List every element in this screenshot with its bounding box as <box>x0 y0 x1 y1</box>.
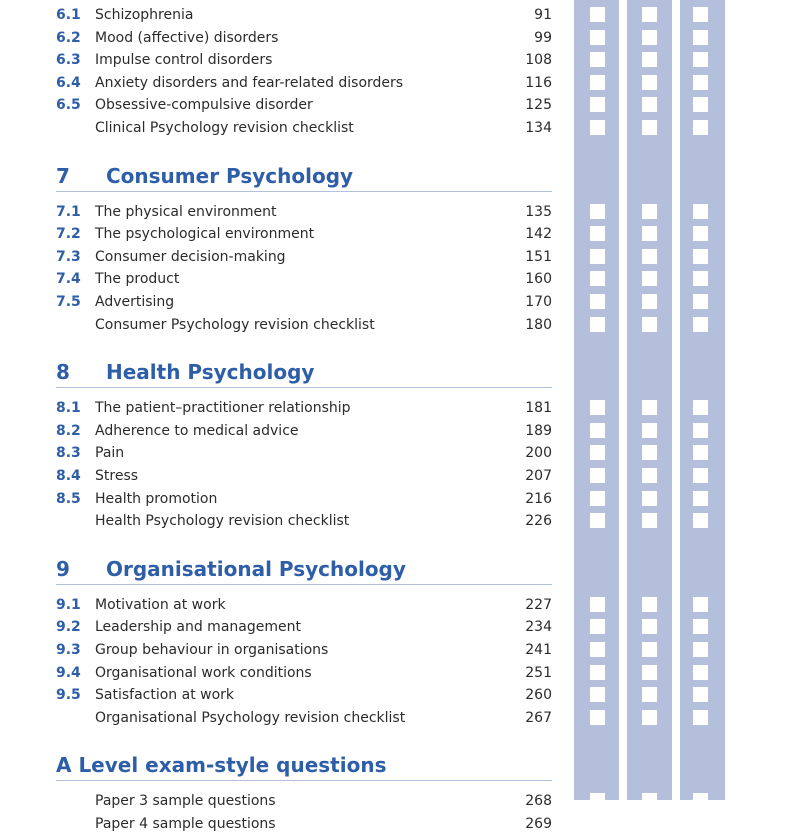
toc-row <box>0 292 800 312</box>
toc-row <box>0 814 800 834</box>
checklist-checkbox[interactable] <box>590 75 605 90</box>
topic-title: Consumer decision-making <box>95 249 286 265</box>
topic-title: Organisational work conditions <box>95 665 312 681</box>
toc-row <box>0 398 800 418</box>
topic-title: Leadership and management <box>95 619 301 635</box>
checklist-checkbox[interactable] <box>642 30 657 45</box>
checklist-checkbox[interactable] <box>590 249 605 264</box>
topic-title: Motivation at work <box>95 597 226 613</box>
checklist-checkbox[interactable] <box>590 793 605 808</box>
page-number: 241 <box>525 642 552 658</box>
section-rule <box>56 387 552 388</box>
topic-title: Adherence to medical advice <box>95 423 299 439</box>
toc-row <box>0 95 800 115</box>
checklist-checkbox[interactable] <box>642 710 657 725</box>
toc-row <box>0 489 800 509</box>
checklist-checkbox[interactable] <box>642 687 657 702</box>
checklist-checkbox[interactable] <box>693 226 708 241</box>
section-number: 8 <box>56 360 70 385</box>
checklist-checkbox[interactable] <box>693 513 708 528</box>
checklist-checkbox[interactable] <box>642 619 657 634</box>
checklist-checkbox[interactable] <box>693 249 708 264</box>
section-rule <box>56 584 552 585</box>
checklist-checkbox[interactable] <box>590 619 605 634</box>
page-number: 180 <box>525 317 552 333</box>
page-number: 251 <box>525 665 552 681</box>
topic-title: Schizophrenia <box>95 7 194 23</box>
toc-row <box>0 315 800 335</box>
topic-title: Paper 3 sample questions <box>95 793 276 809</box>
toc-row <box>0 118 800 138</box>
checklist-checkbox[interactable] <box>693 423 708 438</box>
topic-title: The patient–practitioner relationship <box>95 400 351 416</box>
topic-title: Obsessive-compulsive disorder <box>95 97 313 113</box>
checklist-checkbox[interactable] <box>693 445 708 460</box>
topic-title: Mood (affective) disorders <box>95 30 279 46</box>
topic-number: 7.2 <box>56 226 81 242</box>
topic-title: Health promotion <box>95 491 218 507</box>
checklist-checkbox[interactable] <box>693 400 708 415</box>
page-number: 227 <box>525 597 552 613</box>
checklist-checkbox[interactable] <box>642 204 657 219</box>
toc-row <box>0 269 800 289</box>
section-number: 9 <box>56 556 70 581</box>
checklist-checkbox[interactable] <box>642 7 657 22</box>
topic-number: 8.4 <box>56 468 81 484</box>
toc-row <box>0 50 800 70</box>
checklist-checkbox[interactable] <box>590 513 605 528</box>
toc-row <box>0 617 800 637</box>
topic-title: Stress <box>95 468 139 484</box>
checklist-checkbox[interactable] <box>590 120 605 135</box>
checklist-checkbox[interactable] <box>693 491 708 506</box>
checklist-checkbox[interactable] <box>642 642 657 657</box>
checklist-checkbox[interactable] <box>642 120 657 135</box>
checklist-checkbox[interactable] <box>642 52 657 67</box>
checklist-checkbox[interactable] <box>693 468 708 483</box>
topic-number: 7.5 <box>56 294 81 310</box>
checklist-checkbox[interactable] <box>590 710 605 725</box>
toc-row <box>0 5 800 25</box>
topic-number: 9.4 <box>56 665 81 681</box>
checklist-checkbox[interactable] <box>642 597 657 612</box>
toc-row <box>0 443 800 463</box>
checklist-checkbox[interactable] <box>642 423 657 438</box>
topic-title: Group behaviour in organisations <box>95 642 329 658</box>
page-number: 200 <box>525 445 552 461</box>
section-title: A Level exam-style questions <box>56 753 387 778</box>
checklist-checkbox[interactable] <box>693 642 708 657</box>
topic-number: 8.3 <box>56 445 81 461</box>
checklist-checkbox[interactable] <box>590 204 605 219</box>
toc-row <box>0 421 800 441</box>
checklist-checkbox[interactable] <box>693 294 708 309</box>
checklist-checkbox[interactable] <box>693 271 708 286</box>
checklist-checkbox[interactable] <box>590 271 605 286</box>
page-number: 260 <box>525 687 552 703</box>
checklist-checkbox[interactable] <box>642 513 657 528</box>
page-number: 216 <box>525 491 552 507</box>
checklist-checkbox[interactable] <box>590 226 605 241</box>
checklist-checkbox[interactable] <box>642 75 657 90</box>
checklist-checkbox[interactable] <box>590 294 605 309</box>
toc-row <box>0 202 800 222</box>
section-number: 7 <box>56 163 70 188</box>
toc-row <box>0 247 800 267</box>
checklist-checkbox[interactable] <box>642 400 657 415</box>
section-heading <box>0 750 800 780</box>
topic-number: 8.2 <box>56 423 81 439</box>
topic-title: The product <box>95 271 180 287</box>
checklist-checkbox[interactable] <box>693 120 708 135</box>
checklist-checkbox[interactable] <box>590 317 605 332</box>
page-number: 160 <box>525 271 552 287</box>
topic-number: 6.5 <box>56 97 81 113</box>
topic-title: Clinical Psychology revision checklist <box>95 120 354 136</box>
topic-number: 7.4 <box>56 271 81 287</box>
section-rule <box>56 780 552 781</box>
topic-number: 9.1 <box>56 597 81 613</box>
checklist-checkbox[interactable] <box>642 226 657 241</box>
checklist-checkbox[interactable] <box>693 97 708 112</box>
checklist-checkbox[interactable] <box>642 816 657 831</box>
topic-number: 8.1 <box>56 400 81 416</box>
checklist-checkbox[interactable] <box>590 687 605 702</box>
topic-number: 6.4 <box>56 75 81 91</box>
topic-title: Paper 4 sample questions <box>95 816 276 832</box>
checklist-checkbox[interactable] <box>590 491 605 506</box>
page-number: 267 <box>525 710 552 726</box>
checklist-checkbox[interactable] <box>590 816 605 831</box>
topic-title: The psychological environment <box>95 226 315 242</box>
page-number: 142 <box>525 226 552 242</box>
topic-number: 6.2 <box>56 30 81 46</box>
page-number: 181 <box>525 400 552 416</box>
checklist-checkbox[interactable] <box>642 665 657 680</box>
topic-number: 8.5 <box>56 491 81 507</box>
page-number: 99 <box>534 30 552 46</box>
page-number: 207 <box>525 468 552 484</box>
section-heading <box>0 357 800 387</box>
checklist-checkbox[interactable] <box>693 687 708 702</box>
checklist-checkbox[interactable] <box>693 793 708 808</box>
page-number: 125 <box>525 97 552 113</box>
topic-title: Advertising <box>95 294 175 310</box>
topic-title: The physical environment <box>95 204 277 220</box>
checklist-checkbox[interactable] <box>693 816 708 831</box>
section-title: Organisational Psychology <box>106 556 406 581</box>
checklist-checkbox[interactable] <box>693 665 708 680</box>
topic-number: 7.1 <box>56 204 81 220</box>
page-number: 135 <box>525 204 552 220</box>
checklist-checkbox[interactable] <box>693 597 708 612</box>
topic-title: Satisfaction at work <box>95 687 235 703</box>
checklist-checkbox[interactable] <box>642 793 657 808</box>
checklist-checkbox[interactable] <box>693 204 708 219</box>
section-rule <box>56 191 552 192</box>
toc-row <box>0 511 800 531</box>
page-number: 134 <box>525 120 552 136</box>
toc-row <box>0 685 800 705</box>
checklist-checkbox[interactable] <box>642 468 657 483</box>
page-number: 170 <box>525 294 552 310</box>
checklist-checkbox[interactable] <box>590 665 605 680</box>
checklist-checkbox[interactable] <box>590 423 605 438</box>
checklist-checkbox[interactable] <box>693 317 708 332</box>
toc-row <box>0 28 800 48</box>
checklist-checkbox[interactable] <box>642 317 657 332</box>
toc-row <box>0 595 800 615</box>
toc-row <box>0 708 800 728</box>
checklist-checkbox[interactable] <box>590 7 605 22</box>
toc-row <box>0 73 800 93</box>
checklist-checkbox[interactable] <box>590 52 605 67</box>
toc-row <box>0 466 800 486</box>
checklist-checkbox[interactable] <box>590 445 605 460</box>
topic-title: Pain <box>95 445 125 461</box>
checklist-checkbox[interactable] <box>642 97 657 112</box>
checklist-checkbox[interactable] <box>590 30 605 45</box>
topic-title: Health Psychology revision checklist <box>95 513 350 529</box>
checklist-checkbox[interactable] <box>642 491 657 506</box>
page-number: 269 <box>525 816 552 832</box>
checklist-checkbox[interactable] <box>590 400 605 415</box>
topic-number: 9.5 <box>56 687 81 703</box>
section-title: Consumer Psychology <box>106 163 354 188</box>
topic-title: Anxiety disorders and fear-related disorders <box>95 75 404 91</box>
page-number: 226 <box>525 513 552 529</box>
topic-title: Impulse control disorders <box>95 52 273 68</box>
toc-row <box>0 791 800 811</box>
checklist-checkbox[interactable] <box>642 445 657 460</box>
topic-number: 6.1 <box>56 7 81 23</box>
topic-number: 7.3 <box>56 249 81 265</box>
toc-row <box>0 663 800 683</box>
section-heading <box>0 161 800 191</box>
checklist-checkbox[interactable] <box>693 75 708 90</box>
toc-row <box>0 640 800 660</box>
page-number: 116 <box>525 75 552 91</box>
checklist-checkbox[interactable] <box>590 468 605 483</box>
page-number: 189 <box>525 423 552 439</box>
section-heading <box>0 554 800 584</box>
toc-row <box>0 224 800 244</box>
checklist-checkbox[interactable] <box>590 642 605 657</box>
checklist-checkbox[interactable] <box>693 30 708 45</box>
checklist-checkbox[interactable] <box>693 619 708 634</box>
checklist-checkbox[interactable] <box>642 249 657 264</box>
page-number: 234 <box>525 619 552 635</box>
page-number: 108 <box>525 52 552 68</box>
topic-number: 9.3 <box>56 642 81 658</box>
checklist-checkbox[interactable] <box>693 710 708 725</box>
topic-title: Organisational Psychology revision checklist <box>95 710 406 726</box>
checklist-checkbox[interactable] <box>642 271 657 286</box>
topic-number: 9.2 <box>56 619 81 635</box>
topic-number: 6.3 <box>56 52 81 68</box>
checklist-checkbox[interactable] <box>590 597 605 612</box>
page-number: 268 <box>525 793 552 809</box>
checklist-checkbox[interactable] <box>693 7 708 22</box>
checklist-checkbox[interactable] <box>642 294 657 309</box>
section-title: Health Psychology <box>106 360 315 385</box>
topic-title: Consumer Psychology revision checklist <box>95 317 375 333</box>
page-number: 151 <box>525 249 552 265</box>
page-number: 91 <box>534 7 552 23</box>
checklist-checkbox[interactable] <box>693 52 708 67</box>
checklist-checkbox[interactable] <box>590 97 605 112</box>
